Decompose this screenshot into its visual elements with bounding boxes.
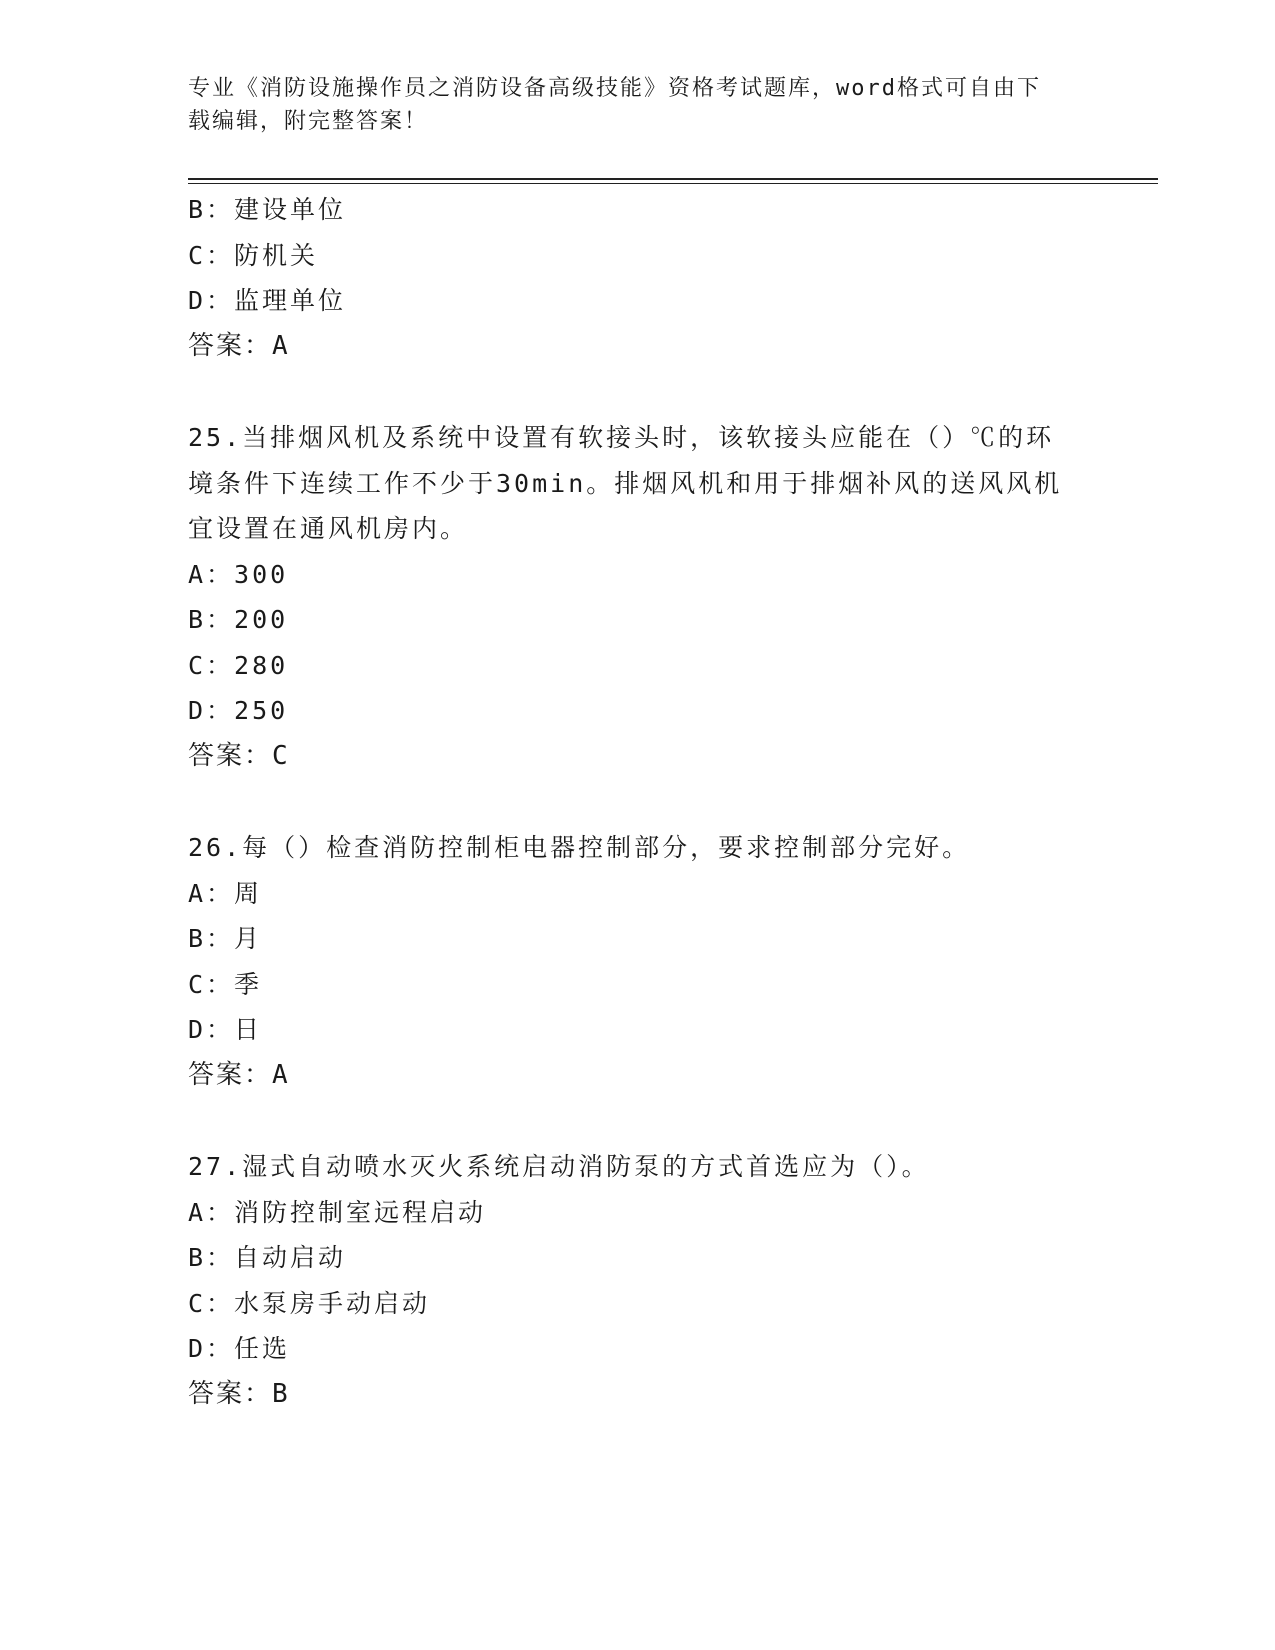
option-b: B：200 bbox=[188, 605, 289, 634]
header-rule-thick bbox=[188, 178, 1158, 180]
question-stem-line-3: 宜设置在通风机房内。 bbox=[188, 514, 469, 543]
option-a: A：300 bbox=[188, 559, 289, 589]
question-24-tail bbox=[188, 187, 1088, 369]
question-25 bbox=[188, 415, 1088, 779]
option-c: C：280 bbox=[188, 650, 289, 680]
option-b: B：月 bbox=[188, 924, 263, 953]
spacer bbox=[188, 369, 1088, 415]
option-c: C：防机关 bbox=[188, 240, 319, 270]
question-27 bbox=[188, 1144, 1088, 1417]
option-c: C：季 bbox=[188, 969, 263, 999]
spacer bbox=[188, 779, 1088, 825]
option-b: B：自动启动 bbox=[188, 1243, 347, 1272]
question-stem: 27.湿式自动喷水灭火系统启动消防泵的方式首选应为（）。 bbox=[188, 1152, 930, 1181]
answer: 答案：C bbox=[188, 740, 290, 771]
spacer bbox=[188, 1098, 1088, 1144]
answer: 答案：A bbox=[188, 1059, 290, 1090]
header-rule-thin bbox=[188, 183, 1158, 184]
option-d: D：任选 bbox=[188, 1334, 291, 1363]
answer: 答案：A bbox=[188, 330, 290, 361]
option-c: C：水泵房手动启动 bbox=[188, 1288, 431, 1318]
option-b: B：建设单位 bbox=[188, 195, 347, 224]
header-line-1: 专业《消防设施操作员之消防设备高级技能》资格考试题库，word格式可自由下 bbox=[188, 76, 1041, 101]
question-stem-line-1: 25.当排烟风机及系统中设置有软接头时，该软接头应能在（）℃的环 bbox=[188, 423, 1055, 452]
option-d: D：监理单位 bbox=[188, 286, 347, 315]
question-stem-line-2: 境条件下连续工作不少于30min。排烟风机和用于排烟补风的送风风机 bbox=[188, 468, 1063, 498]
option-a: A：消防控制室远程启动 bbox=[188, 1197, 487, 1227]
question-26 bbox=[188, 825, 1088, 1098]
document-header bbox=[188, 72, 1068, 138]
answer: 答案：B bbox=[188, 1378, 290, 1409]
option-a: A：周 bbox=[188, 878, 263, 908]
option-d: D：250 bbox=[188, 696, 289, 725]
option-d: D：日 bbox=[188, 1015, 263, 1044]
question-list bbox=[188, 187, 1088, 1417]
question-stem: 26.每（）检查消防控制柜电器控制部分，要求控制部分完好。 bbox=[188, 833, 971, 862]
header-line-2: 载编辑，附完整答案！ bbox=[188, 109, 429, 134]
